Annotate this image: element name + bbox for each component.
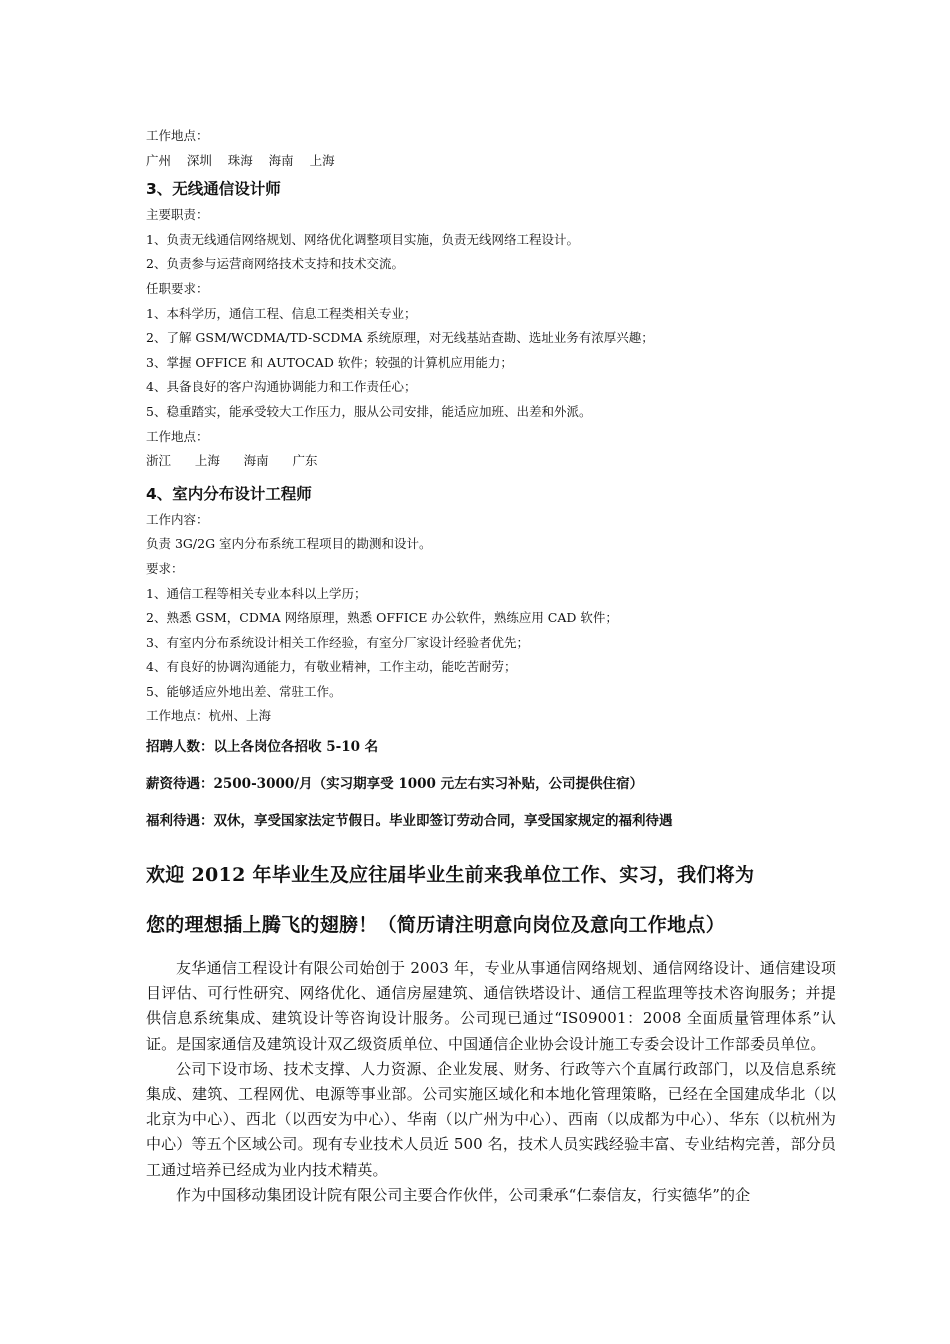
duty-item: 2、负责参与运营商网络技术支持和技术交流。 (146, 256, 404, 272)
location-list: 浙江 上海 海南 广东 (146, 453, 318, 469)
document-page (146, 124, 836, 1208)
welcome-line-2: 您的理想插上腾飞的翅膀！（简历请注明意向岗位及意向工作地点） (146, 914, 726, 937)
content-text: 负责 3G/2G 室内分布系统工程项目的勘测和设计。 (146, 536, 432, 552)
requirement-item: 3、掌握 OFFICE 和 AUTOCAD 软件；较强的计算机应用能力； (146, 354, 513, 370)
requirement-item: 3、有室内分布系统设计相关工作经验，有室分厂家设计经验者优先； (146, 634, 529, 650)
requirement-item: 1、本科学历，通信工程、信息工程类相关专业； (146, 305, 417, 321)
requirement-item: 2、熟悉 GSM，CDMA 网络原理，熟悉 OFFICE 办公软件，熟练应用 CAD 软件； (146, 610, 618, 626)
requirement-item: 4、具备良好的客户沟通协调能力和工作责任心； (146, 379, 417, 395)
requirements-label: 要求： (146, 560, 184, 576)
location-label: 工作地点： (146, 428, 209, 444)
benefits-line: 福利待遇：双休，享受国家法定节假日。毕业即签订劳动合同，享受国家规定的福利待遇 (146, 813, 673, 830)
requirement-item: 5、能够适应外地出差、常驻工作。 (146, 683, 342, 699)
company-paragraph: 公司下设市场、技术支撑、人力资源、企业发展、财务、行政等六个直属行政部门，以及信息系统集成、建筑、工程网优、电源等事业部。公司实施区域化和本地化管理策略，已经在全国建成华北（以北京为中心）、西北（以西安为中心）、华南（以广州为中心）、西南（以成都为中心）、华东（以杭州为中心）等五个区域公司。现有专业技术人员近 500 名，技术人员实践经验丰富、专业结构完善，部分员工通过培养已经成为业内技术精英。 (146, 1059, 836, 1179)
duty-item: 1、负责无线通信网络规划、网络优化调整项目实施，负责无线网络工程设计。 (146, 231, 579, 247)
company-paragraph: 友华通信工程设计有限公司始创于 2003 年，专业从事通信网络规划、通信网络设计、通信建设项目评估、可行性研究、网络优化、通信房屋建筑、通信铁塔设计、通信工程监理等技术咨询服务；并提供信息系统集成、建筑设计等咨询设计服务。公司现已通过“IS09001：2008 全面质量管理体系”认证。是国家通信及建筑设计双乙级资质单位、中国通信企业协会设计施工专委会设计工作部委员单位。 (146, 959, 836, 1053)
location-list: 广州 深圳 珠海 海南 上海 (146, 152, 335, 168)
duties-label: 主要职责： (146, 207, 209, 223)
welcome-line-1: 欢迎 2012 年毕业生及应往届毕业生前来我单位工作、实习，我们将为 (146, 864, 755, 887)
salary-line: 薪资待遇：2500-3000/月（实习期享受 1000 元左右实习补贴，公司提供住宿） (146, 776, 644, 793)
content-label: 工作内容： (146, 511, 209, 527)
work-location: 工作地点：杭州、上海 (146, 708, 272, 724)
job-title-indoor-engineer: 4、室内分布设计工程师 (146, 484, 312, 503)
job-title-wireless-designer: 3、无线通信设计师 (146, 180, 281, 199)
company-paragraph: 作为中国移动集团设计院有限公司主要合作伙伴，公司秉承“仁泰信友，行实德华”的企 (176, 1185, 751, 1204)
location-label: 工作地点： (146, 128, 209, 143)
requirements-label: 任职要求： (146, 280, 209, 296)
requirement-item: 2、了解 GSM/WCDMA/TD-SCDMA 系统原理，对无线基站查勘、选址业务有浓厚兴趣； (146, 330, 654, 346)
requirement-item: 4、有良好的协调沟通能力，有敬业精神，工作主动，能吃苦耐劳； (146, 659, 517, 675)
requirement-item: 1、通信工程等相关专业本科以上学历； (146, 585, 367, 601)
headcount-line: 招聘人数：以上各岗位各招收 5-10 名 (146, 739, 379, 756)
requirement-item: 5、稳重踏实，能承受较大工作压力，服从公司安排，能适应加班、出差和外派。 (146, 403, 592, 419)
